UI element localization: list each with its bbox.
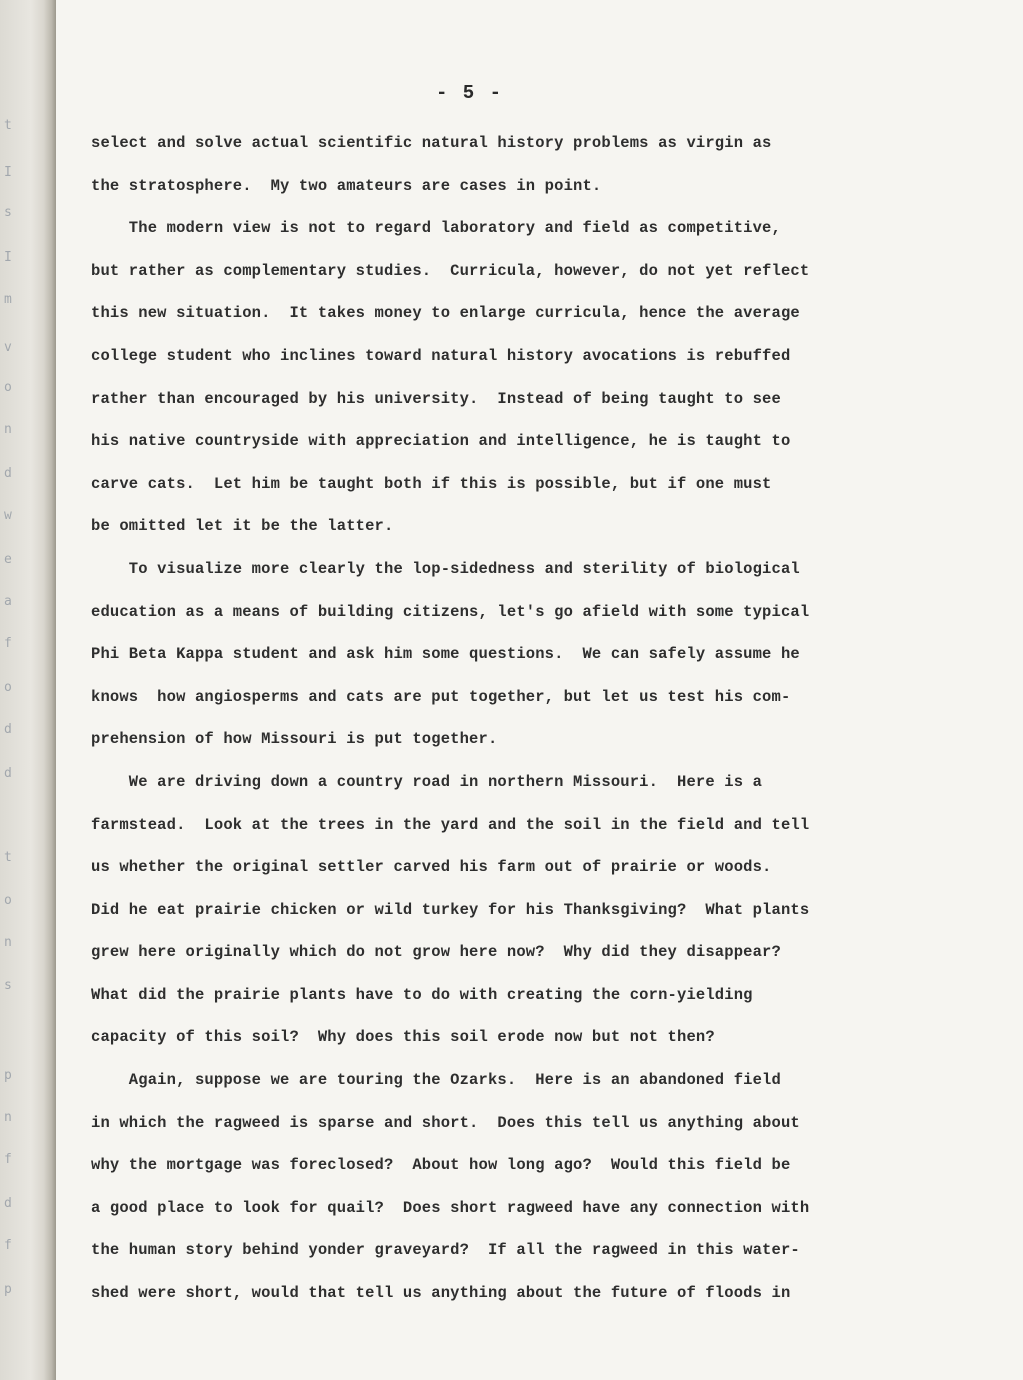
facing-page-fragment: s xyxy=(4,205,12,220)
text-line: To visualize more clearly the lop-sidedness and sterility of biological xyxy=(91,559,800,578)
facing-page-fragment: o xyxy=(4,680,12,695)
text-line: the human story behind yonder graveyard? If all the ragweed in this water- xyxy=(91,1241,800,1260)
text-line: The modern view is not to regard laboratory and field as competitive, xyxy=(91,219,781,238)
text-line: prehension of how Missouri is put together. xyxy=(91,730,498,749)
text-line: grew here originally which do not grow here now? Why did they disappear? xyxy=(91,943,781,962)
text-line: capacity of this soil? Why does this soil erode now but not then? xyxy=(91,1028,715,1047)
facing-page-fragment: p xyxy=(4,1282,12,1297)
facing-page-fragment: v xyxy=(4,340,12,355)
text-line: Again, suppose we are touring the Ozarks. Here is an abandoned field xyxy=(91,1071,781,1090)
facing-page-fragment: I xyxy=(4,250,12,265)
text-line: this new situation. It takes money to enlarge curricula, hence the average xyxy=(91,304,800,323)
facing-page-fragment: m xyxy=(4,292,12,307)
text-line: be omitted let it be the latter. xyxy=(91,517,394,536)
text-line: Phi Beta Kappa student and ask him some questions. We can safely assume he xyxy=(91,645,800,664)
body-text xyxy=(91,122,921,1315)
facing-page-fragment: n xyxy=(4,422,12,437)
facing-page-fragment: n xyxy=(4,935,12,950)
facing-page-fragment: o xyxy=(4,893,12,908)
facing-page-fragment: d xyxy=(4,766,12,781)
facing-page-fragment: s xyxy=(4,978,12,993)
facing-page-fragment: p xyxy=(4,1068,12,1083)
text-line: Did he eat prairie chicken or wild turkey for his Thanksgiving? What plants xyxy=(91,900,810,919)
facing-page-fragment: a xyxy=(4,594,12,609)
facing-page-fragment: d xyxy=(4,1196,12,1211)
text-line: knows how angiosperms and cats are put together, but let us test his com- xyxy=(91,687,791,706)
facing-page-fragment: o xyxy=(4,380,12,395)
text-line: What did the prairie plants have to do with creating the corn-yielding xyxy=(91,985,753,1004)
facing-page-fragment: t xyxy=(4,118,12,133)
facing-page-fragment: f xyxy=(4,1238,12,1253)
text-line: in which the ragweed is sparse and short. Does this tell us anything about xyxy=(91,1113,800,1132)
facing-page-fragment: t xyxy=(4,850,12,865)
facing-page-fragment: f xyxy=(4,1152,12,1167)
text-line: education as a means of building citizens, let's go afield with some typical xyxy=(91,602,810,621)
facing-page-fragment: e xyxy=(4,552,12,567)
facing-page-fragment: I xyxy=(4,165,12,180)
text-line: rather than encouraged by his university. Instead of being taught to see xyxy=(91,389,781,408)
facing-page-fragment: f xyxy=(4,636,12,651)
text-line: why the mortgage was foreclosed? About how long ago? Would this field be xyxy=(91,1156,791,1175)
facing-page-fragment: w xyxy=(4,508,12,523)
text-line: shed were short, would that tell us anything about the future of floods in xyxy=(91,1284,791,1303)
text-line: We are driving down a country road in northern Missouri. Here is a xyxy=(91,772,763,791)
facing-page-fragment: n xyxy=(4,1110,12,1125)
text-line: a good place to look for quail? Does short ragweed have any connection with xyxy=(91,1198,810,1217)
text-line: his native countryside with appreciation and intelligence, he is taught to xyxy=(91,432,791,451)
facing-page-bleed xyxy=(0,0,40,1380)
facing-page-fragment: d xyxy=(4,466,12,481)
text-line: us whether the original settler carved his farm out of prairie or woods. xyxy=(91,858,772,877)
text-line: the stratosphere. My two amateurs are cases in point. xyxy=(91,176,602,195)
facing-page-fragment: d xyxy=(4,722,12,737)
text-line: but rather as complementary studies. Curricula, however, do not yet reflect xyxy=(91,261,810,280)
text-line: college student who inclines toward natural history avocations is rebuffed xyxy=(91,346,791,365)
text-line: farmstead. Look at the trees in the yard and the soil in the field and tell xyxy=(91,815,810,834)
text-line: carve cats. Let him be taught both if this is possible, but if one must xyxy=(91,474,772,493)
page-number: - 5 - xyxy=(436,82,504,104)
text-line: select and solve actual scientific natural history problems as virgin as xyxy=(91,134,772,152)
